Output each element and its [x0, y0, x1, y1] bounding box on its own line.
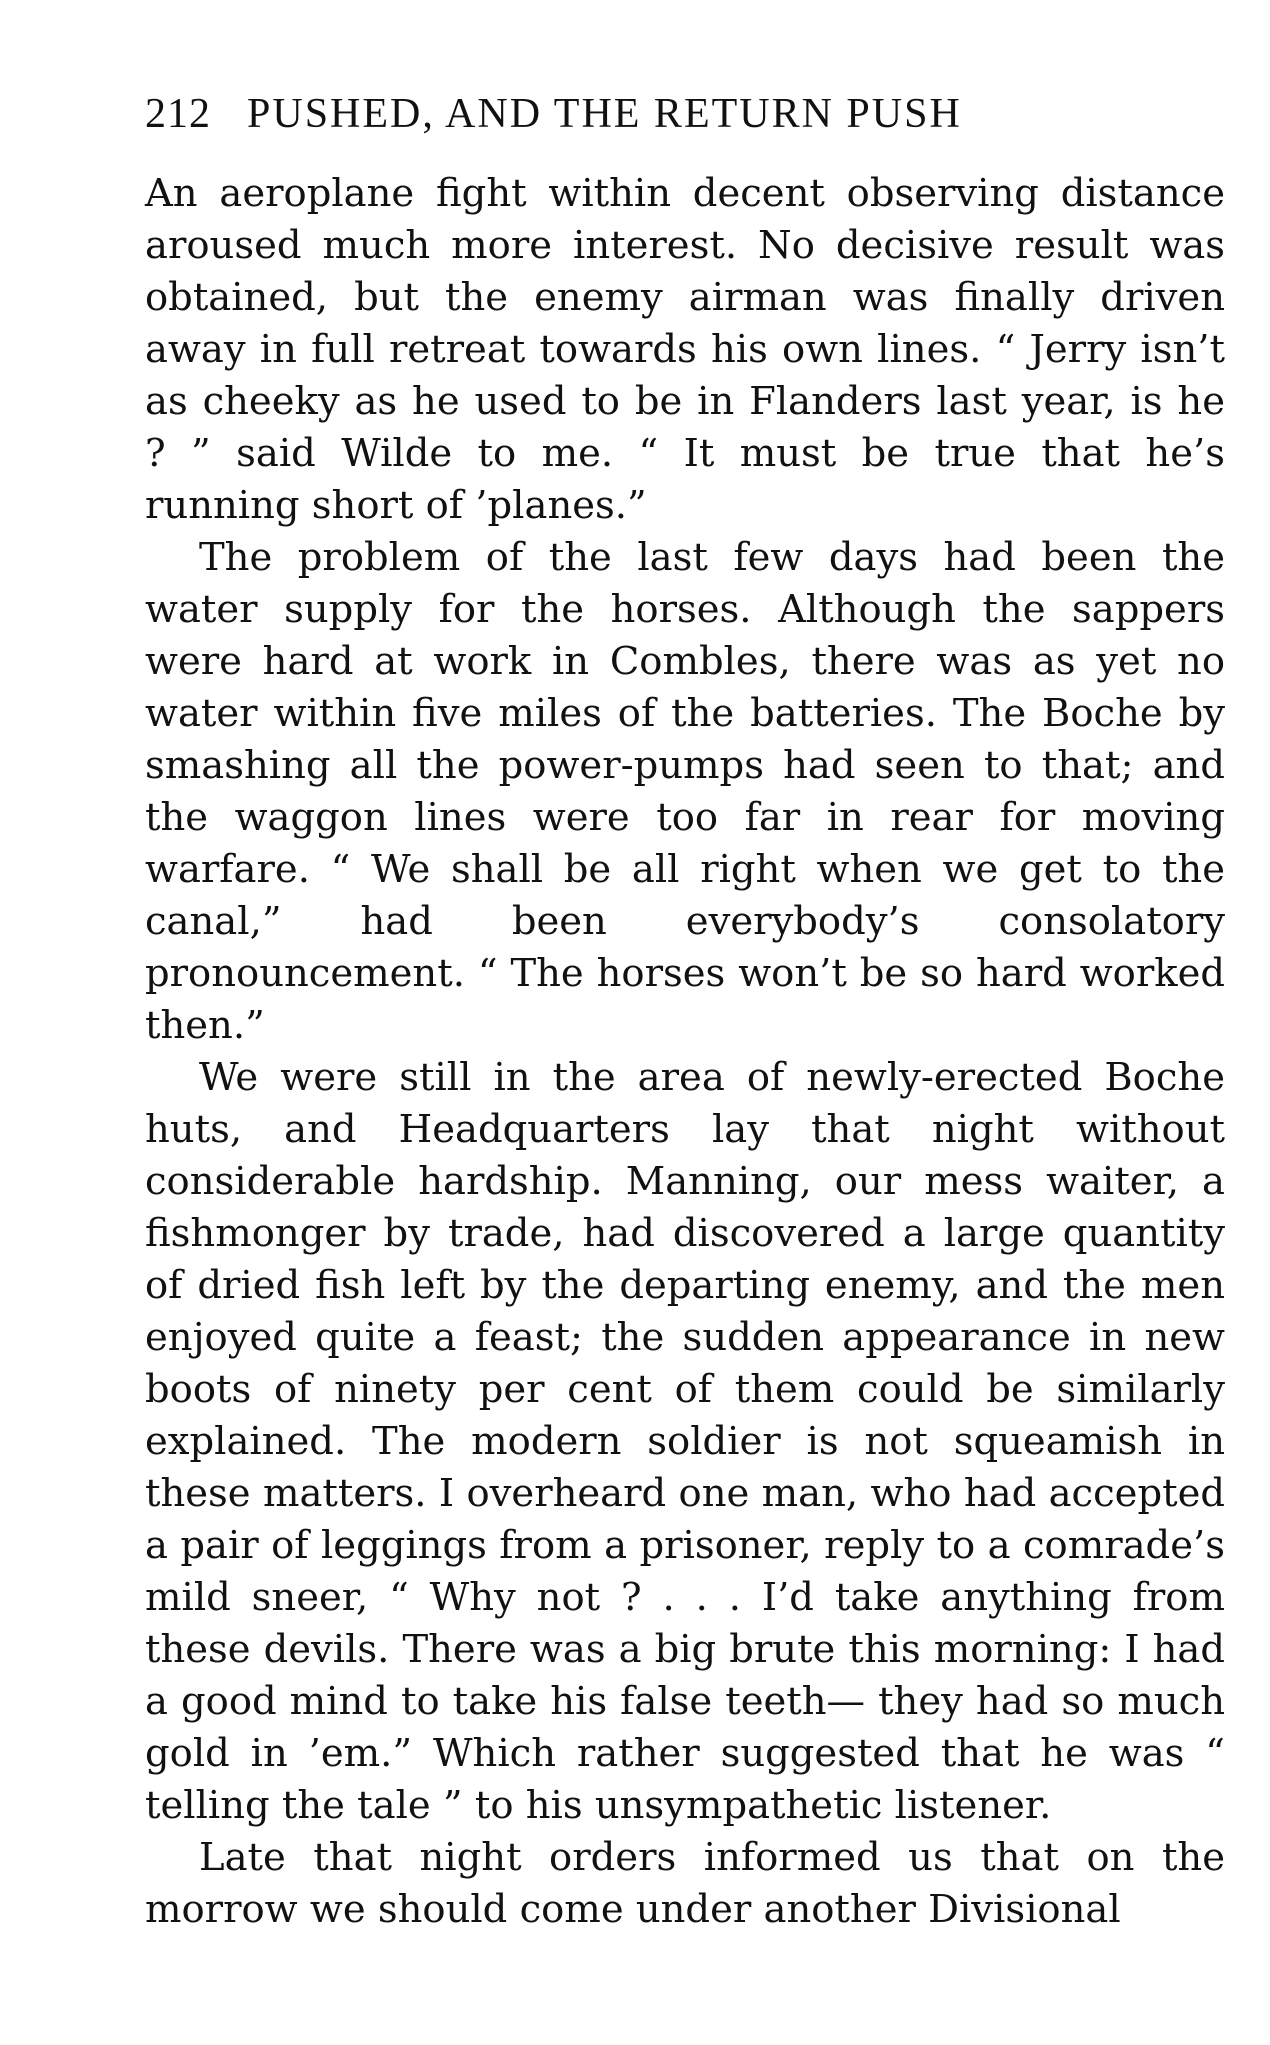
page-number: 212	[145, 91, 211, 137]
running-head	[145, 90, 1225, 146]
running-title: PUSHED, AND THE RETURN PUSH	[247, 91, 962, 137]
paragraph: An aeroplane fight within decent observing distance aroused much more interest. No decisive result was obtained, but the enemy airman was finally driven away in full retreat towards his own lines. “ Jerry isn’t as cheeky as he used to be in Flanders last year, is he ? ” said Wilde to me. “ It must be true that he’s running short of ’planes.”	[145, 171, 1225, 528]
paragraph: The problem of the last few days had been the water supply for the horses. Although the sappers were hard at work in Combles, there was as yet no water within five miles of the batteries. The Boche by smashing all the power-pumps had seen to that; and the waggon lines were too far in rear for moving warfare. “ We shall be all right when we get to the canal,” had been everybody’s consolatory pronouncement. “ The horses won’t be so hard worked then.”	[145, 535, 1225, 1048]
body-text	[145, 168, 1225, 1936]
paragraph: Late that night orders informed us that on the morrow we should come under another Divisional	[145, 1835, 1225, 1932]
book-page	[145, 90, 1225, 1936]
paragraph: We were still in the area of newly-erected Boche huts, and Headquarters lay that night without considerable hardship. Manning, our mess waiter, a fishmonger by trade, had discovered a large quantity of dried fish left by the departing enemy, and the men enjoyed quite a feast; the sudden appearance in new boots of ninety per cent of them could be similarly explained. The modern soldier is not squeamish in these matters. I overheard one man, who had accepted a pair of leggings from a prisoner, reply to a comrade’s mild sneer, “ Why not ? . . . I’d take anything from these devils. There was a big brute this morning: I had a good mind to take his false teeth— they had so much gold in ’em.” Which rather suggested that he was “ telling the tale ” to his unsympathetic listener.	[145, 1055, 1225, 1828]
